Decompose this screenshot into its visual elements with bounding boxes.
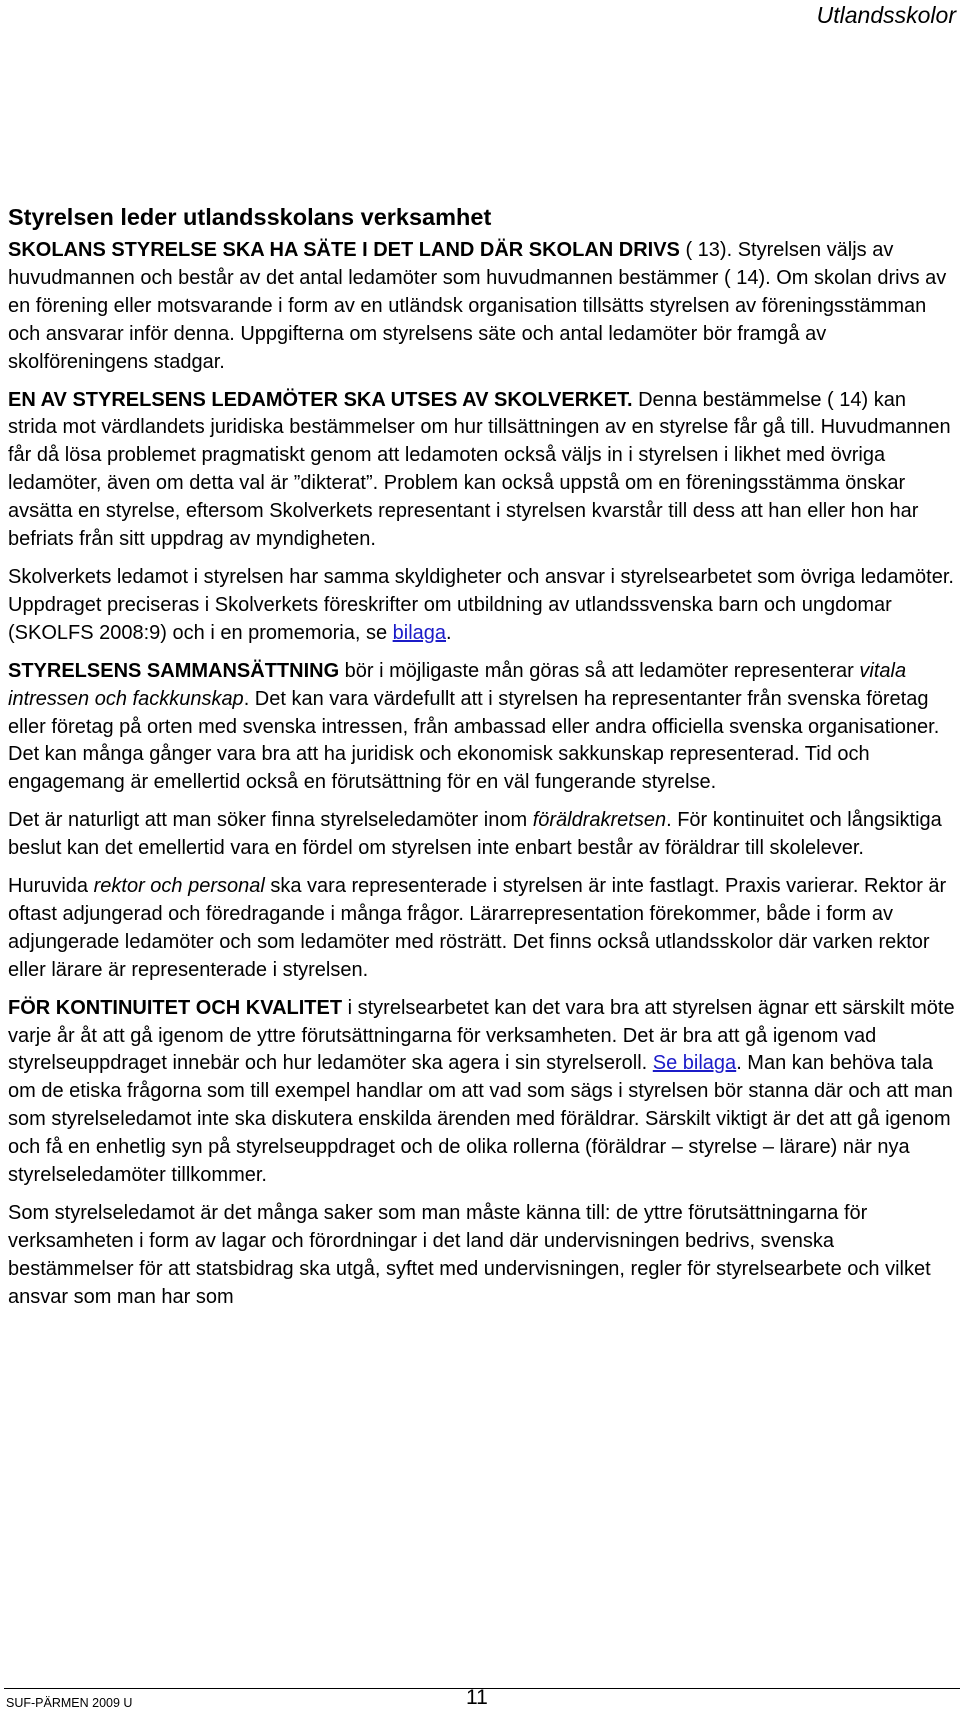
document-body	[8, 202, 960, 1322]
paragraph-board-seat	[8, 237, 960, 377]
paragraph-lead: STYRELSENS SAMMANSÄTTNING	[8, 659, 340, 682]
paragraph-text: bör i möjligaste mån göras så att ledamöter representerar	[339, 659, 860, 682]
paragraph-skolverket-member	[8, 387, 960, 554]
paragraph-text: . Man kan behöva tala om de etiska frågorna som till exempel handlar om att vad som sägs i styrelsen bör stanna där och att man som styrelseledamot inte ska diskutera enskilda ärenden med föräldrar. Särskilt viktigt är det att gå igenom och få en enhetlig syn på styrelseuppdraget och de olika rollerna (föräldrar – styrelse – lärare) när nya styrelseledamöter tillkommer.	[8, 1052, 953, 1187]
paragraph-member-knowledge	[8, 1200, 960, 1312]
paragraph-text: Det är naturligt att man söker finna styrelseledamöter inom	[8, 809, 533, 832]
paragraph-text: Huruvida	[8, 875, 94, 898]
paragraph-emphasis: vitala intressen och fackkunskap	[8, 659, 907, 710]
running-header: Utlandsskolor	[816, 2, 956, 28]
bilaga-link[interactable]: bilaga	[392, 621, 447, 644]
paragraph-text: . För kontinuitet och långsiktiga beslut kan det emellertid vara en fördel om styrelsen inte enbart består av föräldrar till skolelever.	[8, 809, 942, 860]
paragraph-text: ( 13). Styrelsen väljs av huvudmannen och består av det antal ledamöter som huvudmannen bestämmer ( 14). Om skolan drivs av en förening eller motsvarande i form av en utländsk organisation tillsätts styrelsen av föreningsstämman och ansvarar inför denna. Uppgifterna om styrelsens säte och antal ledamöter bör framgå av skolföreningens stadgar.	[8, 239, 947, 373]
paragraph-composition	[8, 658, 960, 798]
page-number: 11	[466, 1686, 488, 1709]
paragraph-text: . Det kan vara värdefullt att i styrelsen ha representanter från svenska företag eller företag på orten med svenska intressen, från ambassad eller andra officiella svenska organisationer. Det kan många gånger vara bra att ha juridisk och ekonomisk sakkunskap representerad. Tid och engagemang är emellertid också en förutsättning för en väl fungerande styrelse.	[8, 687, 940, 794]
paragraph-text: .	[446, 621, 452, 644]
paragraph-staff	[8, 873, 960, 985]
footer-document-id: SUF-PÄRMEN 2009 U	[6, 1696, 133, 1710]
paragraph-emphasis: rektor och personal	[93, 875, 265, 898]
paragraph-parents	[8, 807, 960, 863]
paragraph-text: Denna bestämmelse ( 14) kan strida mot värdlandets juridiska bestämmelser om hur tillsättningen av en styrelse får gå till. Huvudmannen får då lösa problemet pragmatiskt genom att ledamoten också väljs in i styrelsen i likhet med övriga ledamöter, även om detta val är ”dikterat”. Problem kan också uppstå om en föreningsstämma önskar avsätta en styrelse, eftersom Skolverkets representant i styrelsen kvarstår till dess att han eller hon har befriats från sitt uppdrag av myndigheten.	[8, 388, 951, 551]
paragraph-lead: SKOLANS STYRELSE SKA HA SÄTE I DET LAND DÄR SKOLAN DRIVS	[8, 239, 680, 261]
paragraph-text: ska vara representerade i styrelsen är inte fastlagt. Praxis varierar. Rektor är oftast adjungerad och föredragande i många frågor. Lärarrepresentation förekommer, både i form av adjungerade ledamöter och som ledamöter med rösträtt. Det finns också utlandsskolor där varken rektor eller lärare är representerade i styrelsen.	[8, 875, 947, 981]
paragraph-emphasis: föräldrakretsen	[532, 809, 667, 832]
paragraph-lead: EN AV STYRELSENS LEDAMÖTER SKA UTSES AV SKOLVERKET.	[8, 388, 633, 411]
paragraph-skolverket-duties	[8, 564, 960, 648]
paragraph-lead: FÖR KONTINUITET OCH KVALITET	[8, 996, 343, 1019]
se-bilaga-link[interactable]: Se bilaga	[652, 1052, 737, 1075]
paragraph-text: i styrelsearbetet kan det vara bra att styrelsen ägnar ett särskilt möte varje år åt att gå igenom de yttre förutsättningarna för verksamheten. Det är bra att gå igenom vad styrelseuppdraget innebär och hur ledamöter ska agera i sin styrelseroll.	[8, 996, 955, 1075]
paragraph-continuity	[8, 995, 960, 1190]
section-title: Styrelsen leder utlandsskolans verksamhet	[8, 204, 492, 230]
paragraph-text: Skolverkets ledamot i styrelsen har samma skyldigheter och ansvar i styrelsearbetet som övriga ledamöter. Uppdraget preciseras i Skolverkets föreskrifter om utbildning av utlandssvenska barn och ungdomar (SKOLFS 2008:9) och i en promemoria, se	[8, 565, 954, 644]
paragraph-text: Som styrelseledamot är det många saker som man måste känna till: de yttre förutsättningarna för verksamheten i form av lagar och förordningar i det land där undervisningen bedrivs, svenska bestämmelser för att statsbidrag ska utgå, syftet med undervisningen, regler för styrelsearbete och vilket ansvar som man har som	[8, 1202, 931, 1308]
